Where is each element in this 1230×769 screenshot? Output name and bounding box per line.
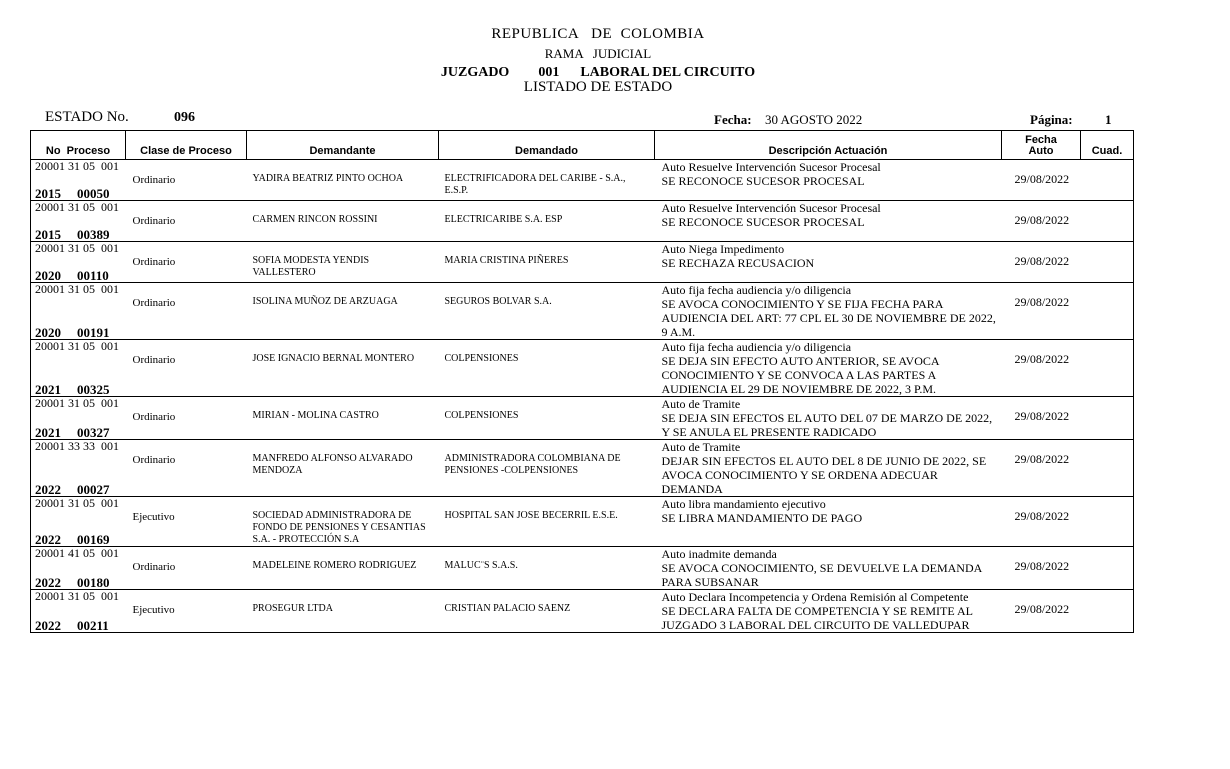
cell-demandado xyxy=(439,340,655,397)
fecha-auto: 29/08/2022 xyxy=(1014,409,1070,423)
table-header-row xyxy=(31,131,1134,160)
demandante: MIRIAN - MOLINA CASTRO xyxy=(252,410,379,421)
estado-table xyxy=(30,130,1134,633)
clase-proceso: Ejecutivo xyxy=(132,604,175,616)
estado-number: 096 xyxy=(174,110,195,125)
cell-demandado xyxy=(439,160,655,201)
cell-descripcion xyxy=(655,547,1002,590)
cell-fecha-auto xyxy=(1002,440,1081,497)
actuacion-title: Auto libra mandamiento ejecutivo xyxy=(661,497,826,511)
table-row xyxy=(31,242,1134,283)
cell-cuad xyxy=(1081,497,1134,547)
cell-demandante xyxy=(247,160,439,201)
cell-cuad xyxy=(1081,283,1134,340)
actuacion-title: Auto Resuelve Intervención Sucesor Procesal xyxy=(661,160,881,174)
cell-cuad xyxy=(1081,201,1134,242)
cell-clase xyxy=(126,160,247,201)
header-rama-judicial: RAMA JUDICIAL xyxy=(544,46,652,61)
proceso-year: 2022 xyxy=(35,618,61,633)
proceso-radicado xyxy=(31,577,126,589)
cell-no-proceso xyxy=(31,440,126,497)
cell-clase xyxy=(126,340,247,397)
cell-no-proceso xyxy=(31,497,126,547)
cell-clase xyxy=(126,201,247,242)
cell-no-proceso xyxy=(31,160,126,201)
demandado: MARIA CRISTINA PIÑERES xyxy=(444,255,569,266)
proceso-number: 00110 xyxy=(77,268,109,283)
clase-proceso: Ordinario xyxy=(132,174,176,186)
proceso-radicado xyxy=(31,620,125,632)
cell-demandante xyxy=(247,497,439,547)
demandado: ADMINISTRADORA COLOMBIANA DE PENSIONES -COLPENSIONES xyxy=(444,453,621,476)
cell-demandante xyxy=(247,440,439,497)
clase-proceso: Ordinario xyxy=(132,354,176,366)
clase-proceso: Ordinario xyxy=(132,454,176,466)
cell-no-proceso xyxy=(31,590,126,633)
demandado: ELECTRIFICADORA DEL CARIBE - S.A., E.S.P. xyxy=(444,173,626,196)
cell-fecha-auto xyxy=(1002,160,1081,201)
header-juzgado-name: LABORAL DEL CIRCUITO xyxy=(580,65,756,80)
cell-demandante xyxy=(247,283,439,340)
proceso-year: 2020 xyxy=(35,268,61,283)
actuacion-title: Auto inadmite demanda xyxy=(661,547,777,561)
actuacion-title: Auto fija fecha audiencia y/o diligencia xyxy=(661,340,852,354)
proceso-code: 20001 31 05 001 xyxy=(35,241,119,255)
col-header-no-proceso: No Proceso xyxy=(31,131,126,160)
clase-proceso: Ordinario xyxy=(132,215,176,227)
fecha-auto: 29/08/2022 xyxy=(1014,213,1070,227)
cell-fecha-auto xyxy=(1002,242,1081,283)
fecha-auto: 29/08/2022 xyxy=(1014,254,1070,268)
demandante: YADIRA BEATRIZ PINTO OCHOA xyxy=(252,173,404,184)
cell-demandante xyxy=(247,590,439,633)
proceso-number: 00211 xyxy=(77,618,109,633)
cell-cuad xyxy=(1081,160,1134,201)
table-row xyxy=(31,160,1134,201)
proceso-radicado xyxy=(31,534,126,546)
demandante: MADELEINE ROMERO RODRIGUEZ xyxy=(252,560,417,571)
actuacion-detail: SE RECHAZA RECUSACION xyxy=(661,256,815,270)
proceso-year: 2022 xyxy=(35,532,61,547)
cell-cuad xyxy=(1081,547,1134,590)
demandado: COLPENSIONES xyxy=(444,410,519,421)
cell-clase xyxy=(126,397,247,440)
cell-descripcion xyxy=(655,283,1002,340)
proceso-radicado xyxy=(31,384,126,396)
header-juzgado-number: 001 xyxy=(538,65,560,80)
proceso-radicado xyxy=(31,327,126,339)
fecha-value: 30 AGOSTO 2022 xyxy=(765,112,863,127)
demandante: JOSE IGNACIO BERNAL MONTERO xyxy=(252,353,415,364)
header-juzgado-label: JUZGADO xyxy=(440,65,510,80)
proceso-number: 00180 xyxy=(77,575,110,590)
actuacion-title: Auto de Tramite xyxy=(661,440,741,454)
actuacion-detail: SE RECONOCE SUCESOR PROCESAL xyxy=(661,215,865,229)
pagina-label: Página: xyxy=(1030,112,1073,127)
proceso-number: 00169 xyxy=(77,532,110,547)
proceso-year: 2022 xyxy=(35,575,61,590)
proceso-year: 2015 xyxy=(35,227,61,242)
demandante: SOFIA MODESTA YENDIS VALLESTERO xyxy=(252,255,370,278)
table-row xyxy=(31,590,1134,633)
cell-demandado xyxy=(439,283,655,340)
header-listado: LISTADO DE ESTADO xyxy=(523,79,673,95)
cell-cuad xyxy=(1081,440,1134,497)
cell-fecha-auto xyxy=(1002,340,1081,397)
fecha-label: Fecha: xyxy=(714,112,752,127)
cell-clase xyxy=(126,242,247,283)
proceso-year: 2020 xyxy=(35,325,61,340)
cell-demandado xyxy=(439,397,655,440)
proceso-number: 00325 xyxy=(77,382,110,397)
header-republica: REPUBLICA DE COLOMBIA xyxy=(491,26,705,42)
demandante: PROSEGUR LTDA xyxy=(252,603,333,614)
proceso-year: 2021 xyxy=(35,382,61,397)
demandado: ELECTRICARIBE S.A. ESP xyxy=(444,214,563,225)
cell-cuad xyxy=(1081,242,1134,283)
cell-no-proceso xyxy=(31,201,126,242)
fecha-auto: 29/08/2022 xyxy=(1014,172,1070,186)
cell-clase xyxy=(126,547,247,590)
cell-no-proceso xyxy=(31,242,126,283)
actuacion-detail: DEJAR SIN EFECTOS EL AUTO DEL 8 DE JUNIO DE 2022, SE AVOCA CONOCIMIENTO Y SE ORDENA ADECUAR DEMANDA xyxy=(661,454,987,496)
cell-descripcion xyxy=(655,590,1002,633)
proceso-radicado xyxy=(31,427,126,439)
proceso-radicado xyxy=(31,229,126,241)
cell-demandante xyxy=(247,201,439,242)
cell-no-proceso xyxy=(31,547,126,590)
actuacion-title: Auto de Tramite xyxy=(661,397,741,411)
fecha-auto: 29/08/2022 xyxy=(1014,452,1070,466)
actuacion-title: Auto fija fecha audiencia y/o diligencia xyxy=(661,283,852,297)
proceso-number: 00191 xyxy=(77,325,110,340)
col-header-demandante: Demandante xyxy=(247,131,439,160)
col-header-demandado: Demandado xyxy=(439,131,655,160)
actuacion-title: Auto Declara Incompetencia y Ordena Remisión al Competente xyxy=(661,590,969,604)
proceso-number: 00327 xyxy=(77,425,110,440)
cell-demandado xyxy=(439,590,655,633)
proceso-year: 2021 xyxy=(35,425,61,440)
cell-clase xyxy=(126,440,247,497)
cell-fecha-auto xyxy=(1002,547,1081,590)
pagina-value: 1 xyxy=(1105,112,1112,127)
cell-demandante xyxy=(247,397,439,440)
actuacion-detail: SE DEJA SIN EFECTOS EL AUTO DEL 07 DE MARZO DE 2022, Y SE ANULA EL PRESENTE RADICADO xyxy=(661,411,993,439)
proceso-code: 20001 41 05 001 xyxy=(35,546,119,560)
demandado: MALUC¨S S.A.S. xyxy=(444,560,518,571)
table-row xyxy=(31,201,1134,242)
proceso-radicado xyxy=(31,188,126,200)
actuacion-detail: SE AVOCA CONOCIMIENTO, SE DEVUELVE LA DEMANDA PARA SUBSANAR xyxy=(661,561,982,589)
cell-no-proceso xyxy=(31,340,126,397)
clase-proceso: Ejecutivo xyxy=(132,511,175,523)
demandado: SEGUROS BOLVAR S.A. xyxy=(444,296,552,307)
cell-descripcion xyxy=(655,497,1002,547)
cell-cuad xyxy=(1081,397,1134,440)
fecha-auto: 29/08/2022 xyxy=(1014,352,1070,366)
demandante: SOCIEDAD ADMINISTRADORA DE FONDO DE PENSIONES Y CESANTIAS S.A. - PROTECCIÓN S.A xyxy=(252,510,426,545)
cell-descripcion xyxy=(655,440,1002,497)
demandante: CARMEN RINCON ROSSINI xyxy=(252,214,378,225)
cell-demandante xyxy=(247,340,439,397)
demandante: MANFREDO ALFONSO ALVARADO MENDOZA xyxy=(252,453,413,476)
table-row xyxy=(31,547,1134,590)
cell-clase xyxy=(126,497,247,547)
cell-no-proceso xyxy=(31,283,126,340)
proceso-radicado xyxy=(31,270,125,282)
cell-descripcion xyxy=(655,201,1002,242)
cell-fecha-auto xyxy=(1002,283,1081,340)
demandado: COLPENSIONES xyxy=(444,353,519,364)
cell-clase xyxy=(126,590,247,633)
fecha-auto: 29/08/2022 xyxy=(1014,509,1070,523)
demandado: HOSPITAL SAN JOSE BECERRIL E.S.E. xyxy=(444,510,618,521)
proceso-year: 2022 xyxy=(35,482,61,497)
cell-demandado xyxy=(439,242,655,283)
clase-proceso: Ordinario xyxy=(132,297,176,309)
table-row xyxy=(31,440,1134,497)
proceso-code: 20001 31 05 001 xyxy=(35,589,119,603)
actuacion-title: Auto Resuelve Intervención Sucesor Procesal xyxy=(661,201,881,215)
fecha-auto: 29/08/2022 xyxy=(1014,295,1070,309)
fecha-auto: 29/08/2022 xyxy=(1014,559,1070,573)
cell-descripcion xyxy=(655,242,1002,283)
proceso-number: 00027 xyxy=(77,482,110,497)
demandado: CRISTIAN PALACIO SAENZ xyxy=(444,603,571,614)
col-header-clase: Clase de Proceso xyxy=(126,131,247,160)
actuacion-detail: SE AVOCA CONOCIMIENTO Y SE FIJA FECHA PARA AUDIENCIA DEL ART: 77 CPL EL 30 DE NOVIEMBRE DE 2022, 9 A.M. xyxy=(661,297,996,339)
actuacion-detail: SE RECONOCE SUCESOR PROCESAL xyxy=(661,174,865,188)
cell-cuad xyxy=(1081,340,1134,397)
proceso-code: 20001 31 05 001 xyxy=(35,496,119,510)
col-header-cuad: Cuad. xyxy=(1081,131,1134,160)
cell-demandado xyxy=(439,440,655,497)
cell-fecha-auto xyxy=(1002,590,1081,633)
cell-fecha-auto xyxy=(1002,397,1081,440)
proceso-code: 20001 31 05 001 xyxy=(35,396,119,410)
cell-demandante xyxy=(247,547,439,590)
table-row xyxy=(31,397,1134,440)
proceso-code: 20001 31 05 001 xyxy=(35,200,119,214)
fecha-auto: 29/08/2022 xyxy=(1014,602,1070,616)
cell-fecha-auto xyxy=(1002,201,1081,242)
cell-descripcion xyxy=(655,397,1002,440)
proceso-radicado xyxy=(31,484,126,496)
table-row xyxy=(31,340,1134,397)
cell-demandado xyxy=(439,201,655,242)
actuacion-detail: SE DECLARA FALTA DE COMPETENCIA Y SE REMITE AL JUZGADO 3 LABORAL DEL CIRCUITO DE VALLEDUPAR xyxy=(661,604,973,632)
proceso-number: 00389 xyxy=(77,227,110,242)
clase-proceso: Ordinario xyxy=(132,561,176,573)
cell-descripcion xyxy=(655,340,1002,397)
table-row xyxy=(31,283,1134,340)
actuacion-detail: SE DEJA SIN EFECTO AUTO ANTERIOR, SE AVOCA CONOCIMIENTO Y SE CONVOCA A LAS PARTES A AUDIENCIA EL 29 DE NOVIEMBRE DE 2022, 3 P.M. xyxy=(661,354,939,396)
col-header-descripcion: Descripción Actuación xyxy=(655,131,1002,160)
proceso-code: 20001 31 05 001 xyxy=(35,159,119,173)
cell-clase xyxy=(126,283,247,340)
proceso-code: 20001 31 05 001 xyxy=(35,339,119,353)
proceso-year: 2015 xyxy=(35,186,61,201)
cell-no-proceso xyxy=(31,397,126,440)
table-row xyxy=(31,497,1134,547)
estado-label: ESTADO No. xyxy=(45,109,129,125)
actuacion-title: Auto Niega Impedimento xyxy=(661,242,785,256)
actuacion-detail: SE LIBRA MANDAMIENTO DE PAGO xyxy=(661,511,863,525)
proceso-code: 20001 31 05 001 xyxy=(35,282,119,296)
cell-cuad xyxy=(1081,590,1134,633)
proceso-number: 00050 xyxy=(77,186,110,201)
proceso-code: 20001 33 33 001 xyxy=(35,439,119,453)
cell-demandado xyxy=(439,547,655,590)
col-header-fecha-auto: Fecha Auto xyxy=(1002,131,1081,160)
cell-descripcion xyxy=(655,160,1002,201)
cell-fecha-auto xyxy=(1002,497,1081,547)
clase-proceso: Ordinario xyxy=(132,411,176,423)
cell-demandante xyxy=(247,242,439,283)
clase-proceso: Ordinario xyxy=(132,256,176,268)
cell-demandado xyxy=(439,497,655,547)
demandante: ISOLINA MUÑOZ DE ARZUAGA xyxy=(252,296,398,307)
